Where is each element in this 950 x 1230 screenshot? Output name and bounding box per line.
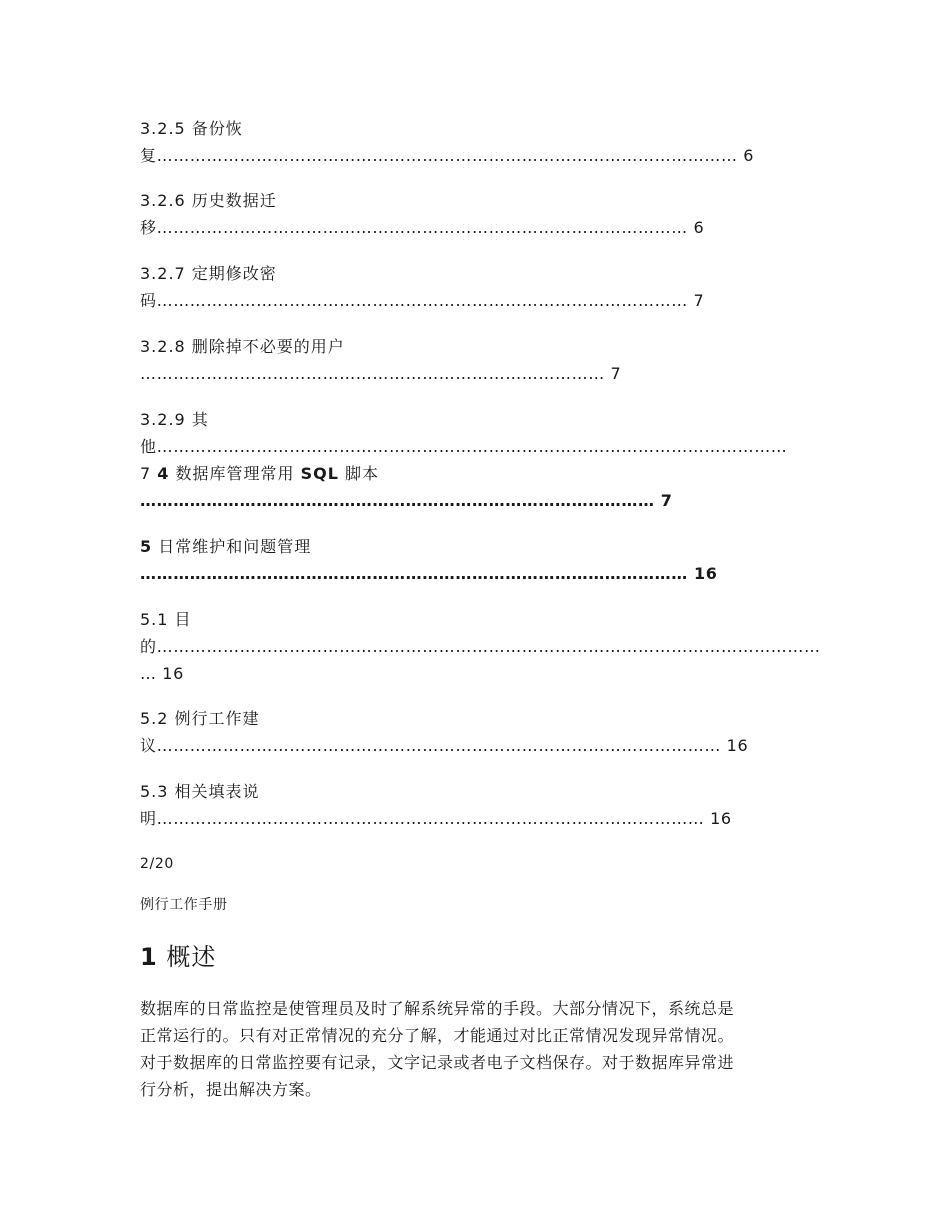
running-header: 例行工作手册 (140, 897, 228, 913)
toc-heading-5-1[interactable]: 5.1 目 (140, 610, 192, 629)
page-number: 2/20 (140, 856, 174, 872)
toc-title-4-tail: 脚本 (338, 464, 380, 483)
toc-heading-3-2-8[interactable]: 3.2.8 删除掉不必要的用户 (140, 337, 345, 356)
toc-leader-5: ……………………………………………………………………………………… 16 (140, 564, 718, 583)
section-title: 概述 (166, 943, 217, 971)
toc-heading-3-2-6[interactable]: 3.2.6 历史数据迁 (140, 191, 277, 210)
section-paragraph (140, 995, 820, 1103)
toc-leader-3-2-6: 移…………………………………………………………………………………… 6 (140, 218, 705, 237)
toc-title-4-sql: SQL (300, 464, 339, 483)
toc-num-5: 5 (140, 537, 153, 556)
paragraph-line: 行分析，提出解决方案。 (140, 1080, 322, 1099)
paragraph-line: 数据库的日常监控是使管理员及时了解系统异常的手段。大部分情况下，系统总是 (140, 999, 735, 1018)
toc-leader-5-2: 议………………………………………………………………………………………… 16 (140, 736, 749, 755)
toc-heading-3-2-9[interactable]: 3.2.9 其 (140, 410, 209, 429)
toc-heading-3-2-7[interactable]: 3.2.7 定期修改密 (140, 264, 277, 283)
paragraph-line: 正常运行的。只有对正常情况的充分了解，才能通过对比正常情况发现异常情况。 (140, 1026, 735, 1045)
toc-leader-4: ………………………………………………………………………………… 7 (140, 491, 673, 510)
toc-heading-4[interactable] (140, 463, 379, 485)
toc-leader-3-2-7: 码…………………………………………………………………………………… 7 (140, 291, 705, 310)
toc-leader-3-2-8: ………………………………………………………………………… 7 (140, 364, 622, 383)
toc-page-3-2-9: 7 (140, 464, 158, 483)
toc-leader-5-1-cont: … 16 (140, 664, 184, 683)
paragraph-line: 对于数据库的日常监控要有记录，文字记录或者电子文档保存。对于数据库异常进 (140, 1053, 735, 1072)
section-number: 1 (140, 943, 158, 971)
toc-leader-5-1: 的………………………………………………………………………………………………………… (140, 637, 821, 656)
toc-heading-3-2-5[interactable]: 3.2.5 备份恢 (140, 119, 243, 138)
toc-leader-3-2-5: 复…………………………………………………………………………………………… 6 (140, 146, 755, 165)
toc-heading-5-2[interactable]: 5.2 例行工作建 (140, 709, 260, 728)
toc-title-4: 数据库管理常用 (169, 464, 301, 483)
toc-num-4: 4 (157, 464, 170, 483)
toc-leader-5-3: 明……………………………………………………………………………………… 16 (140, 809, 732, 828)
toc-heading-5[interactable] (140, 536, 311, 558)
toc-heading-5-3[interactable]: 5.3 相关填表说 (140, 782, 260, 801)
toc-leader-3-2-9: 他…………………………………………………………………………………………………… (140, 437, 788, 456)
toc-title-5: 日常维护和问题管理 (152, 537, 312, 556)
section-heading (140, 940, 216, 974)
